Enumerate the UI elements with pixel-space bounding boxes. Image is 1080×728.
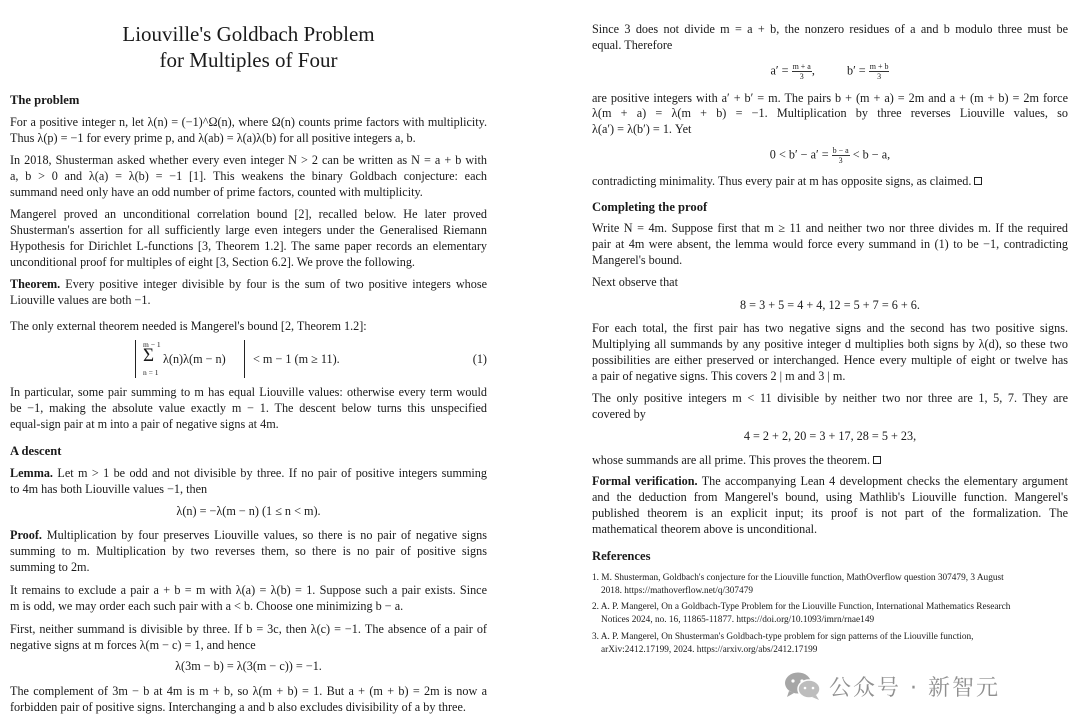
text-line: negative signs at m forces λ(m − c) = 1, and hence — [10, 638, 256, 652]
text-line: covered by — [592, 407, 646, 421]
fraction-b-den: 3 — [877, 72, 882, 81]
heading-the-problem: The problem — [10, 93, 80, 107]
text-line: Multiplying all summands by any positive integer d multiplies both signs by λ(d), so these two — [592, 337, 1068, 351]
equation-1 — [135, 340, 340, 378]
text-line: summing to m. Multiplication by two reverses them, so there is no pair of positive signs — [10, 544, 487, 558]
theorem-label: Theorem. — [10, 277, 61, 291]
equation-inequality — [592, 146, 1068, 165]
text-line: m is odd, we may order each such pair with a < b. Choose one minimizing b − a. — [10, 599, 404, 613]
text-line: For each total, the first pair has two negative signs and the second has two positive signs. — [592, 321, 1068, 335]
text-line: λ(m + a) = λ(m + b) = −1. Multiplication by three reverses Liouville values, so — [592, 106, 1068, 120]
text-line: In particular, some pair summing to m has equal Liouville values: otherwise every term would — [10, 385, 487, 399]
text-line: a pair of negative signs. This covers 2 | m and 3 | m. — [592, 369, 846, 383]
proof-line-1 — [10, 527, 487, 543]
text-line: a, b > 0 and λ(a) = λ(b) = −1 [1]. This weakens the binary Goldbach conjecture: each — [10, 169, 487, 183]
text-line: to 4m has both Liouville values −1, then — [10, 482, 208, 496]
theorem-text: Every positive integer divisible by four is the sum of two positive integers whose — [65, 277, 487, 291]
qed-square-icon — [873, 456, 881, 464]
reference-3-line-1: 3. A. P. Mangerel, On Shusterman's Goldbach-type problem for sign patterns of the Liouville function, — [592, 632, 974, 642]
fraction-b — [869, 62, 890, 81]
proof-text: Multiplication by four preserves Liouville values, so there is no pair of negative signs — [46, 528, 488, 542]
equation-lemma: λ(n) = −λ(m − n) (1 ≤ n < m). — [176, 504, 321, 518]
theorem-line-1 — [10, 276, 487, 292]
equation-left-2: λ(3m − b) = λ(3(m − c)) = −1. — [175, 659, 322, 673]
text-line: unconditional proof for multiples of eight [3, Section 6.2]. We prove the following. — [10, 255, 415, 269]
equation-1-rhs: < m − 1 (m ≥ 11). — [253, 352, 340, 366]
fraction-ba-num: b − a — [832, 146, 849, 155]
theorem-proved-text: whose summands are all prime. This proves the theorem. — [592, 453, 870, 467]
text-line: mathematical theorem above is unconditional. — [592, 522, 818, 536]
paper-title-line-1: Liouville's Goldbach Problem — [122, 22, 375, 46]
sum-body: λ(n)λ(m − n) — [163, 352, 226, 366]
sum-sigma: Σ — [143, 345, 155, 366]
text-line: summand need only have an odd number of prime factors, counted with multiplicity. — [10, 185, 423, 199]
text-line: λ(a′) = λ(b′) = 1. Yet — [592, 122, 692, 136]
formal-verification-line-1 — [592, 473, 1068, 489]
text-line: The only external theorem needed is Mangerel's bound [2, Theorem 1.2]: — [10, 319, 367, 333]
lemma-line-1 — [10, 465, 487, 481]
reference-2-line-2: Notices 2024, no. 16, 11865-11877. https://doi.org/10.1093/imrn/rnae149 — [601, 615, 875, 625]
lemma-text: Let m > 1 be odd and not divisible by three. If no pair of positive integers summing — [57, 466, 487, 480]
formal-verification-text: The accompanying Lean 4 development checks the elementary argument — [701, 474, 1068, 488]
lemma-label: Lemma. — [10, 466, 53, 480]
text-line: The complement of 3m − b at 4m is m + b, so λ(m + b) = 1. But a + (m + b) = 2m is now a — [10, 684, 487, 698]
watermark — [783, 668, 1053, 704]
proof-label: Proof. — [10, 528, 42, 542]
abs-bar-right — [244, 340, 245, 378]
text-line: Since 3 does not divide m = a + b, the nonzero residues of a and b modulo three must be — [592, 22, 1068, 36]
fraction-b-num: m + b — [869, 62, 889, 71]
text-line: pair at 4m were absent, the lemma would force every summand in (1) to be −1, contradicting — [592, 237, 1068, 251]
fraction-a-num: m + a — [792, 62, 811, 71]
abs-bar-left — [135, 340, 136, 378]
eq-ineq-pre: 0 < b′ − a′ = — [769, 147, 829, 162]
text-line: It remains to exclude a pair a + b = m with λ(a) = λ(b) = 1. Suppose such a pair exists. Since — [10, 583, 487, 597]
formal-verification-label: Formal verification. — [592, 474, 698, 488]
text-line: Write N = 4m. Suppose first that m ≥ 11 and neither two nor three divides m. If the required — [592, 221, 1068, 235]
text-line: be −1, making the absolute value exactly m − 1. The descent below turns this unspecified — [10, 401, 487, 415]
eq-ineq-post: < b − a, — [852, 147, 891, 162]
text-line: equal. Therefore — [592, 38, 673, 52]
text-line: equal-sign pair at m into a pair of negative signs at 4m. — [10, 417, 279, 431]
reference-1-line-1: 1. M. Shusterman, Goldbach's conjecture for the Liouville function, MathOverflow question 307479, 3 August — [592, 573, 1004, 583]
text-line: In 2018, Shusterman asked whether every even integer N > 2 can be written as N = a + b with — [10, 153, 487, 167]
text-line: First, neither summand is divisible by three. If b = 3c, then λ(c) = −1. The absence of a pair of — [10, 622, 487, 636]
reference-2-line-1: 2. A. P. Mangerel, On a Goldbach-Type Problem for the Liouville Function, International Mathematics Research — [592, 602, 1011, 612]
text-line: are positive integers with a′ + b′ = m. The pairs b + (m + a) = 2m and a + (m + b) = 2m force — [592, 91, 1068, 105]
text-line: possibilities are either preserved or interchanged. Hence every multiple of eight or twelve has — [592, 353, 1068, 367]
text-line: summing to 2m. — [10, 560, 90, 574]
text-line: For a positive integer n, let λ(n) = (−1)^Ω(n), where Ω(n) counts prime factors with multiplicity. — [10, 115, 487, 129]
text-line: forbidden pair of positive signs. Interchanging a and b also excludes divisibility of a by three. — [10, 700, 466, 714]
equation-8-12: 8 = 3 + 5 = 4 + 4, 12 = 5 + 7 = 6 + 6. — [740, 298, 920, 312]
conclusion-text: contradicting minimality. Thus every pair at m has opposite signs, as claimed. — [592, 174, 972, 188]
fraction-a-den: 3 — [799, 72, 804, 81]
sum-upper-limit: m − 1 — [143, 340, 161, 349]
text-line: Mangerel's bound. — [592, 253, 683, 267]
text-line: Thus λ(p) = −1 for every prime p, and λ(ab) = λ(a)λ(b) for all positive integers a, b. — [10, 131, 416, 145]
text-line: published theorem is an explicit input; its proof is not part of the formalization. The — [592, 506, 1068, 520]
sum-lower-limit: n = 1 — [143, 368, 159, 377]
reference-3-line-2: arXiv:2412.17199, 2024. https://arxiv.org/abs/2412.17199 — [601, 645, 818, 655]
qed-square-icon — [974, 177, 982, 185]
fraction-ba — [832, 146, 850, 165]
equation-number: (1) — [472, 352, 487, 366]
equation-small-cases: 4 = 2 + 2, 20 = 3 + 17, 28 = 5 + 23, — [743, 429, 917, 443]
text-line: Hypothesis for Dirichlet L-functions [3, Theorem 1.2]. The same paper records an elementary — [10, 239, 487, 253]
text-line-with-qed — [592, 173, 982, 189]
text-line: The only positive integers m < 11 divisible by neither two nor three are 1, 5, 7. They are — [592, 391, 1068, 405]
fraction-a — [792, 62, 812, 81]
text-line: and the deduction from Mangerel's bound, using Mathlib's Liouville function. Mangerel's — [592, 490, 1068, 504]
text-line: Liouville values are both −1. — [10, 293, 151, 307]
fraction-ba-den: 3 — [838, 156, 843, 165]
heading-a-descent: A descent — [10, 444, 62, 458]
watermark-text: 公众号 · 新智元 — [829, 676, 1000, 701]
text-line: Mangerel proved an unconditional correlation bound [2], recalled below. He later proved — [10, 207, 487, 221]
eq-b-prime: b′ = — [847, 63, 866, 78]
text-line: Shusterman's assertion for all sufficiently large even integers under the Generalised Riemann — [10, 223, 487, 237]
text-line: Next observe that — [592, 275, 678, 289]
heading-completing-the-proof: Completing the proof — [592, 200, 708, 214]
heading-references: References — [592, 549, 651, 563]
reference-1-line-2: 2018. https://mathoverflow.net/q/307479 — [601, 586, 754, 596]
text-line-with-qed — [592, 452, 881, 468]
paper-title-line-2: for Multiples of Four — [159, 48, 338, 72]
eq-a-prime: a′ = — [770, 63, 789, 78]
equation-primes: a′ = $\frac{m + a}{3}$ , b′ = $\frac{m + b}{3}$ — [770, 62, 889, 81]
wechat-logo-icon — [783, 670, 823, 702]
